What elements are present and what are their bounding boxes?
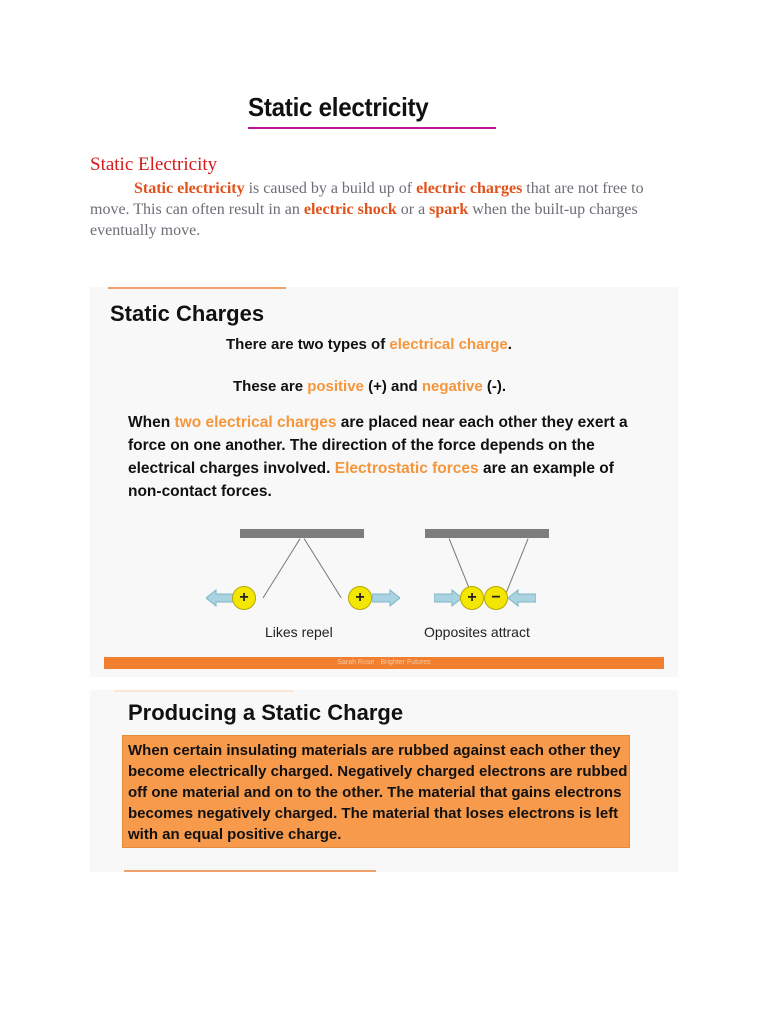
intro-text: is caused by a build up of — [244, 180, 417, 197]
negative-charge-ball: − — [484, 586, 508, 610]
static-charges-slide — [90, 287, 678, 677]
thread — [504, 538, 528, 596]
slide-title: Producing a Static Charge — [128, 700, 404, 725]
force-paragraph: When two electrical charges are placed near each other they exert a force on one another. The direction of the force depends on the electrical charges involved. Electrostatic forces are an example of non-contact forces. — [128, 414, 628, 500]
arrow-right-icon — [372, 589, 400, 607]
support-bar-right — [425, 529, 549, 538]
positive-charge-ball: + — [460, 586, 484, 610]
slide-top-rule — [108, 287, 286, 289]
slide-bottom-rule — [124, 870, 376, 872]
thread — [262, 538, 300, 598]
intro-term-static-electricity: Static electricity — [134, 180, 245, 197]
document-title: Static electricity — [248, 92, 429, 122]
arrow-left-icon — [206, 589, 234, 607]
slide-footer-text: Sarah Rose · Brighter Futures — [337, 659, 431, 666]
charge-types-line: There are two types of electrical charge. — [226, 336, 512, 353]
slide-footer-bar — [104, 657, 664, 669]
positive-charge-ball: + — [232, 586, 256, 610]
intro-term-electric-charges: electric charges — [416, 180, 523, 197]
section-heading: Static Electricity — [90, 154, 218, 175]
intro-text: or a — [396, 201, 430, 218]
support-bar-left — [240, 529, 364, 538]
positive-negative-line: These are positive (+) and negative (-). — [233, 378, 507, 395]
opposites-attract-caption: Opposites attract — [424, 624, 530, 640]
intro-paragraph — [90, 178, 680, 241]
title-underline — [248, 127, 496, 129]
arrow-right-icon — [434, 589, 462, 607]
intro-text: that are not free to move. This can often result in an — [90, 180, 644, 218]
likes-repel-caption: Likes repel — [265, 624, 333, 640]
producing-charge-slide — [90, 690, 678, 872]
slide-title: Static Charges — [110, 301, 265, 326]
intro-term-electric-shock: electric shock — [303, 201, 397, 218]
thread — [303, 538, 341, 598]
charge-explanation-box: When certain insulating materials are rubbed against each other they become electrically charged. Negatively charged electrons are rubbed off one material and on to the other. The material that gains electrons becomes negatively charged. The material that loses electrons is left with an equal positive charge. — [122, 735, 630, 848]
positive-charge-ball: + — [348, 586, 372, 610]
intro-term-spark: spark — [429, 201, 469, 218]
arrow-left-icon — [508, 589, 536, 607]
intro-text: when the built-up charges eventually move. — [90, 201, 638, 239]
slide-top-rule — [114, 690, 294, 692]
